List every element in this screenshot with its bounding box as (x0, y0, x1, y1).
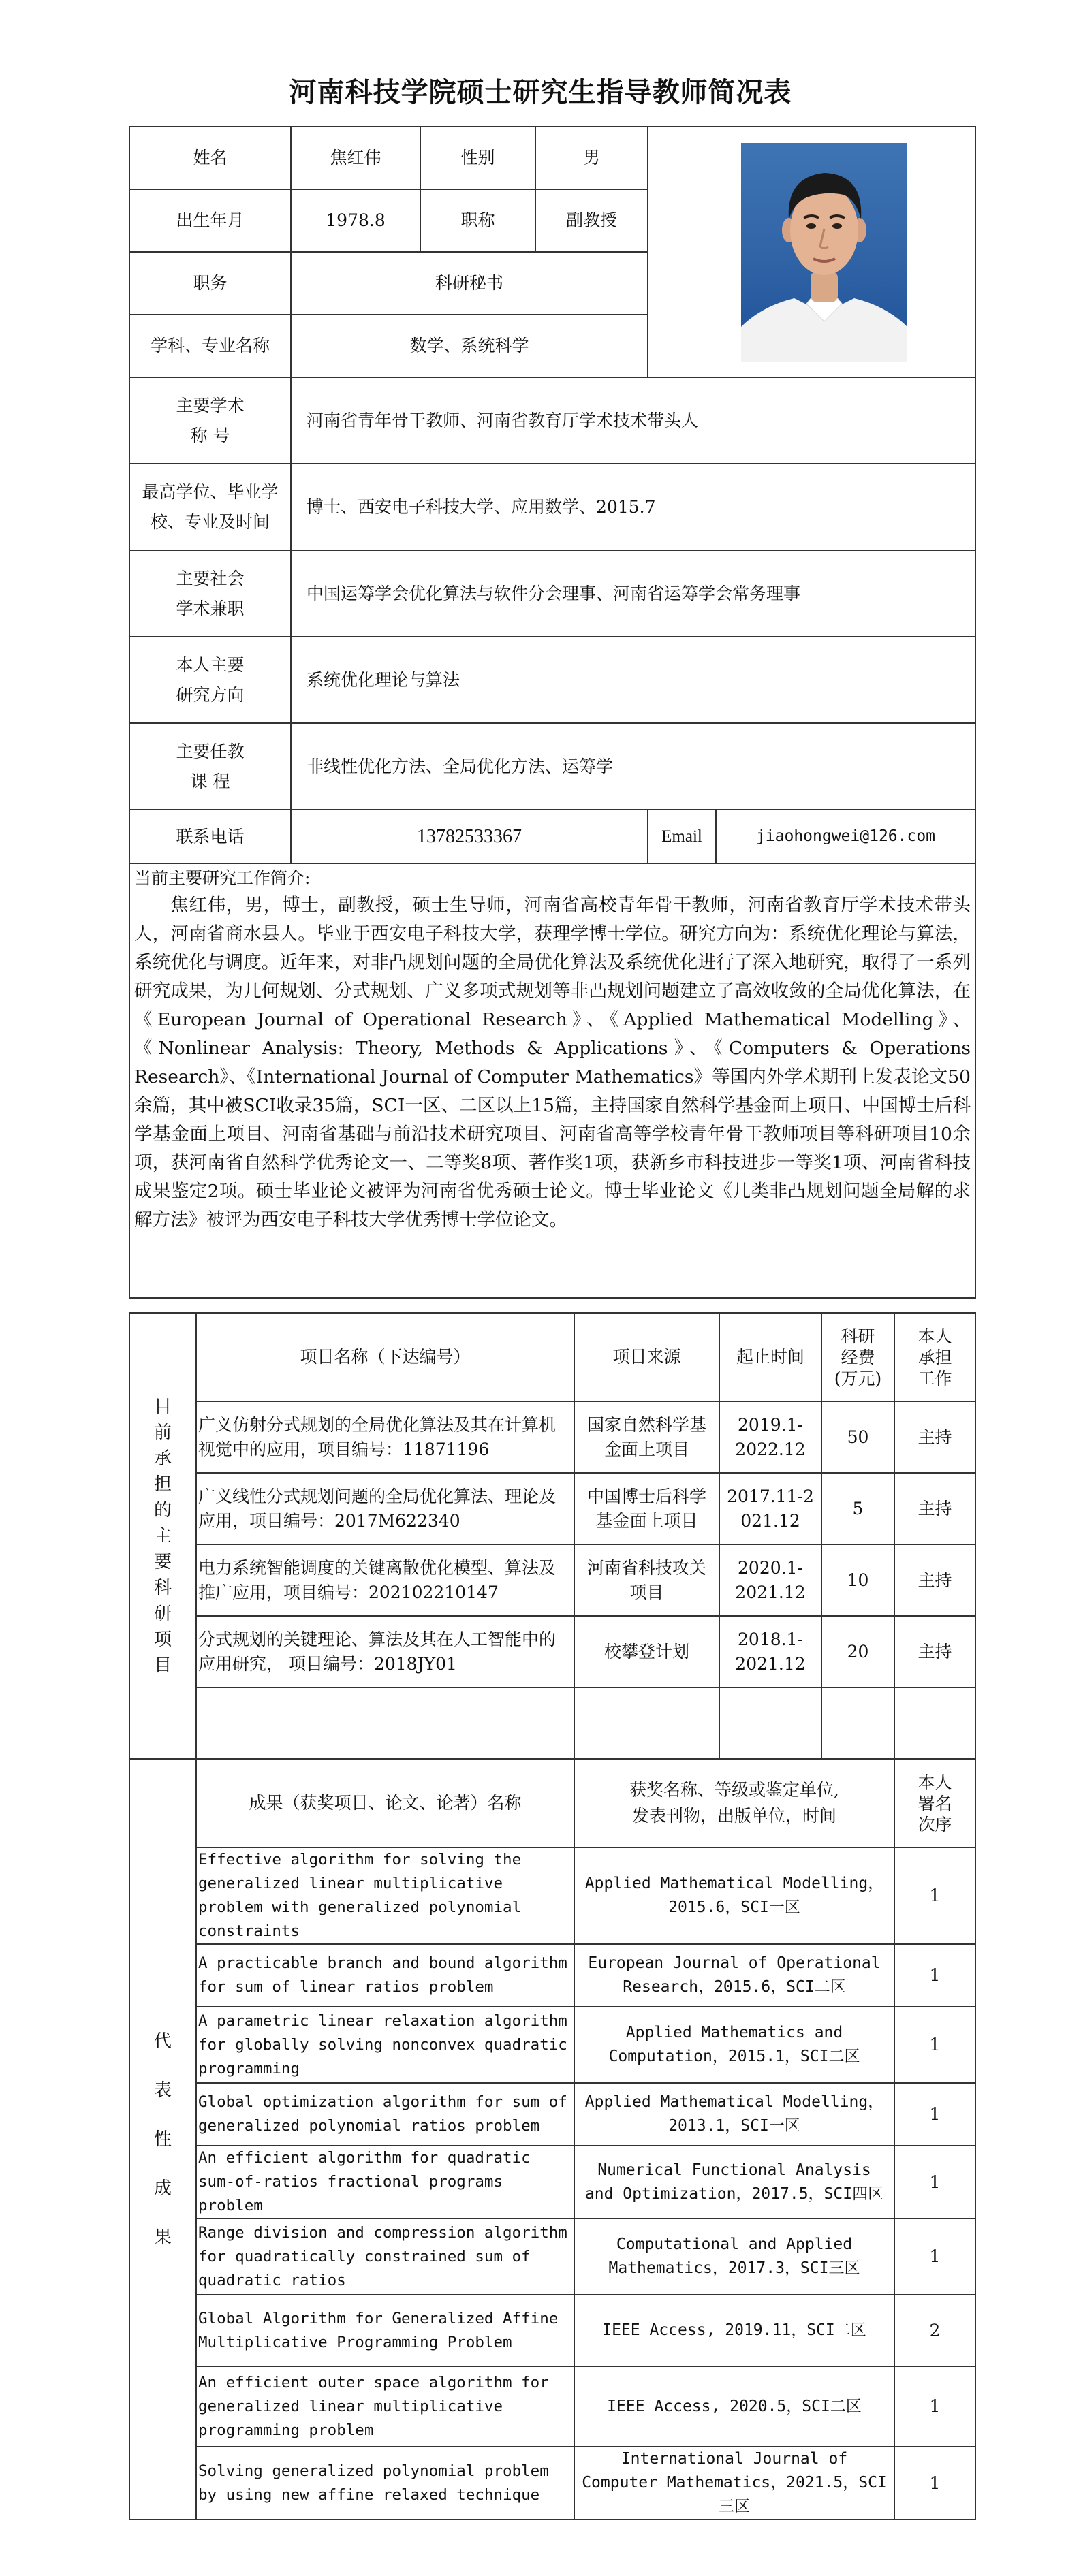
email-label: Email (648, 810, 716, 863)
achievement-row (129, 2083, 975, 2146)
projects-side-char: 项 (153, 1629, 172, 1650)
research-value: 系统优化理论与算法 (291, 637, 975, 723)
honor-label-line-1: 主要学术 (176, 395, 245, 415)
achievement-name: Range division and compression algorithm for quadratically constrained sum of quadratic ratios (196, 2219, 574, 2295)
discipline-label: 学科、专业名称 (129, 315, 291, 377)
intro-heading: 当前主要研究工作简介: (134, 868, 311, 888)
title-label: 职称 (420, 189, 535, 252)
project-source: 国家自然科学基金面上项目 (574, 1401, 719, 1473)
portrait-illustration (741, 143, 907, 362)
research-label-line-2: 研究方向 (176, 684, 245, 705)
projects-side-char: 科 (153, 1577, 172, 1598)
degree-label-line-2: 校、专业及时间 (150, 511, 270, 532)
project-role: 主持 (894, 1544, 975, 1616)
achievement-name: Global Algorithm for Generalized Affine Multiplicative Programming Problem (196, 2295, 574, 2366)
projects-side-char: 主 (153, 1525, 172, 1546)
project-time: 2019.1-2022.12 (719, 1401, 821, 1473)
role-header-line: 本人 (918, 1326, 952, 1346)
honor-value: 河南省青年骨干教师、河南省教育厅学术技术带头人 (291, 377, 975, 464)
post-label: 职务 (129, 252, 291, 315)
achievement-row (129, 1847, 975, 1944)
project-role: 主持 (894, 1401, 975, 1473)
achievement-venue: Applied Mathematics and Computation，2015.1，SCI二区 (574, 2007, 894, 2083)
achievement-row (129, 2219, 975, 2295)
achievement-order: 1 (894, 2146, 975, 2219)
achievement-venue: IEEE Access, 2019.11，SCI二区 (574, 2295, 894, 2366)
achievement-order: 1 (894, 1847, 975, 1944)
achievements-side-char: 表 (153, 2080, 172, 2101)
achievement-venue: Computational and Applied Mathematics，2017.3，SCI三区 (574, 2219, 894, 2295)
title-value: 副教授 (535, 189, 648, 252)
empty-cell (574, 1687, 719, 1759)
name-value: 焦红伟 (291, 127, 420, 189)
course-label-line-2: 课 程 (190, 771, 230, 791)
project-time: 2020.1-2021.12 (719, 1544, 821, 1616)
project-name: 电力系统智能调度的关键离散优化模型、算法及推广应用，项目编号：202102210147 (196, 1544, 574, 1616)
empty-cell (196, 1687, 574, 1759)
achievement-row (129, 1944, 975, 2007)
honor-label (129, 377, 291, 464)
achievements-side-char: 成 (153, 2178, 172, 2199)
projects-achievements-table (129, 1312, 976, 2520)
projects-side-char: 研 (153, 1603, 172, 1624)
achievement-name: Global optimization algorithm for sum of generalized polynomial ratios problem (196, 2083, 574, 2146)
empty-cell (894, 1687, 975, 1759)
project-name: 广义线性分式规划问题的全局优化算法、理论及应用，项目编号：2017M622340 (196, 1473, 574, 1544)
project-role: 主持 (894, 1616, 975, 1687)
achievement-venue: IEEE Access, 2020.5，SCI二区 (574, 2366, 894, 2447)
achievements-side-char: 果 (153, 2227, 172, 2248)
achievement-row (129, 2007, 975, 2083)
achievements-header-venue (574, 1759, 894, 1847)
gender-value: 男 (535, 127, 648, 189)
project-funding: 5 (821, 1473, 894, 1544)
course-label-line-1: 主要任教 (176, 741, 245, 761)
gender-label: 性别 (420, 127, 535, 189)
achievements-side-char: 性 (153, 2129, 172, 2150)
venue-header-line: 发表刊物，出版单位，时间 (631, 1806, 836, 1826)
project-row (129, 1401, 975, 1473)
post-value: 科研秘书 (291, 252, 648, 315)
order-header-line: 次序 (918, 1814, 952, 1834)
achievements-header-order (894, 1759, 975, 1847)
project-empty-row (129, 1687, 975, 1759)
honor-label-line-2: 称 号 (190, 425, 230, 445)
course-value: 非线性优化方法、全局优化方法、运筹学 (291, 723, 975, 810)
achievement-row (129, 2447, 975, 2519)
projects-header-name: 项目名称（下达编号） (196, 1313, 574, 1401)
project-name: 分式规划的关键理论、算法及其在人工智能中的应用研究， 项目编号：2018JY01 (196, 1616, 574, 1687)
degree-label (129, 464, 291, 550)
projects-header-funding (821, 1313, 894, 1401)
degree-label-line-1: 最高学位、毕业学 (142, 481, 279, 502)
achievement-order: 1 (894, 1944, 975, 2007)
birth-value: 1978.8 (291, 189, 420, 252)
intro-body: 焦红伟，男，博士，副教授，硕士生导师，河南省高校青年骨干教师，河南省教育厅学术技术带头人，河南省商水县人。毕业于西安电子科技大学，获理学博士学位。研究方向为：系统优化理论与算法，系统优化与调度。近年来，对非凸规划问题的全局优化算法及系统优化进行了深入地研究，取得了一系列研究成果，为几何规划、分式规划、广义多项式规划等非凸规划问题建立了高效收敛的全局优化算法，在《European Journal of Operational Research》、《Applied Mathematical Modelling》、《Nonlinear Analysis: Theory, Methods & Applications》、《Computers & Operations Research》、《International Journal of Computer Mathematics》等国内外学术期刊上发表论文50余篇，其中被SCI收录35篇，SCI一区、二区以上15篇，主持国家自然科学基金面上项目、中国博士后科学基金面上项目、河南省基础与前沿技术研究项目、河南省高等学校青年骨干教师项目等科研项目10余项，获河南省自然科学优秀论文一、二等奖8项、著作奖1项，获新乡市科技进步一等奖1项、河南省科技成果鉴定2项。硕士毕业论文被评为河南省优秀硕士论文。博士毕业论文《几类非凸规划问题全局解的求解方法》被评为西安电子科技大学优秀博士学位论文。 (134, 895, 971, 1230)
empty-cell (821, 1687, 894, 1759)
achievement-name: An efficient outer space algorithm for generalized linear multiplicative programming problem (196, 2366, 574, 2447)
achievement-venue: International Journal of Computer Mathematics，2021.5，SCI三区 (574, 2447, 894, 2519)
projects-header-role (894, 1313, 975, 1401)
funding-header-line: (万元) (834, 1368, 882, 1388)
venue-header-line: 获奖名称、等级或鉴定单位, (629, 1780, 839, 1800)
project-row (129, 1473, 975, 1544)
projects-side-label (129, 1313, 196, 1759)
role-header-line: 工作 (918, 1368, 952, 1388)
achievement-order: 1 (894, 2083, 975, 2146)
funding-header-line: 科研 (841, 1326, 875, 1346)
name-label: 姓名 (129, 127, 291, 189)
phone-value: 13782533367 (291, 810, 648, 863)
achievement-name: A practicable branch and bound algorithm for sum of linear ratios problem (196, 1944, 574, 2007)
portrait-photo (741, 143, 907, 362)
achievement-order: 1 (894, 2366, 975, 2447)
projects-header-time: 起止时间 (719, 1313, 821, 1401)
achievements-header-name: 成果（获奖项目、论文、论著）名称 (196, 1759, 574, 1847)
project-funding: 10 (821, 1544, 894, 1616)
project-funding: 50 (821, 1401, 894, 1473)
email-value: jiaohongwei@126.com (716, 810, 975, 863)
order-header-line: 本人 (918, 1772, 952, 1792)
research-label (129, 637, 291, 723)
projects-side-char: 目 (153, 1396, 172, 1417)
form-title: 河南科技学院硕士研究生指导教师简况表 (289, 77, 792, 108)
project-funding: 20 (821, 1616, 894, 1687)
achievement-row (129, 2146, 975, 2219)
achievement-row (129, 2295, 975, 2366)
achievements-side-label (129, 1759, 196, 2519)
project-row (129, 1544, 975, 1616)
funding-header-line: 经费 (841, 1347, 875, 1367)
project-source: 河南省科技攻关项目 (574, 1544, 719, 1616)
project-source: 中国博士后科学基金面上项目 (574, 1473, 719, 1544)
project-row (129, 1616, 975, 1687)
phone-label: 联系电话 (129, 810, 291, 863)
society-value: 中国运筹学会优化算法与软件分会理事、河南省运筹学会常务理事 (291, 550, 975, 637)
achievement-row (129, 2366, 975, 2447)
achievement-order: 2 (894, 2295, 975, 2366)
order-header-line: 署名 (918, 1793, 952, 1813)
achievement-venue: European Journal of Operational Research，2015.6，SCI二区 (574, 1944, 894, 2007)
projects-side-char: 担 (153, 1474, 172, 1495)
achievement-name: Solving generalized polynomial problem by using new affine relaxed technique (196, 2447, 574, 2519)
projects-header-source: 项目来源 (574, 1313, 719, 1401)
achievement-venue: Applied Mathematical Modelling，2015.6，SCI一区 (574, 1847, 894, 1944)
achievement-venue: Applied Mathematical Modelling，2013.1，SCI一区 (574, 2083, 894, 2146)
achievement-order: 1 (894, 2007, 975, 2083)
role-header-line: 承担 (918, 1347, 952, 1367)
degree-value: 博士、西安电子科技大学、应用数学、2015.7 (291, 464, 975, 550)
project-name: 广义仿射分式规划的全局优化算法及其在计算机视觉中的应用，项目编号：11871196 (196, 1401, 574, 1473)
achievement-order: 1 (894, 2447, 975, 2519)
empty-cell (719, 1687, 821, 1759)
achievement-name: An efficient algorithm for quadratic sum-of-ratios fractional programs problem (196, 2146, 574, 2219)
achievements-side-char: 代 (153, 2031, 172, 2052)
intro-cell (129, 863, 975, 1298)
research-label-line-1: 本人主要 (176, 654, 245, 675)
project-role: 主持 (894, 1473, 975, 1544)
discipline-value: 数学、系统科学 (291, 315, 648, 377)
projects-side-char: 要 (153, 1551, 172, 1572)
achievement-name: Effective algorithm for solving the generalized linear multiplicative problem with generalized polynomial constraints (196, 1847, 574, 1944)
project-source: 校攀登计划 (574, 1616, 719, 1687)
projects-side-char: 目 (153, 1655, 172, 1676)
project-time: 2017.11-2021.12 (719, 1473, 821, 1544)
projects-side-char: 前 (153, 1422, 172, 1443)
projects-side-char: 承 (153, 1448, 172, 1469)
achievement-venue: Numerical Functional Analysis and Optimization，2017.5，SCI四区 (574, 2146, 894, 2219)
society-label (129, 550, 291, 637)
achievement-name: A parametric linear relaxation algorithm for globally solving nonconvex quadratic programming (196, 2007, 574, 2083)
course-label (129, 723, 291, 810)
society-label-line-2: 学术兼职 (176, 598, 245, 618)
achievement-order: 1 (894, 2219, 975, 2295)
society-label-line-1: 主要社会 (176, 568, 245, 588)
project-time: 2018.1-2021.12 (719, 1616, 821, 1687)
birth-label: 出生年月 (129, 189, 291, 252)
projects-side-char: 的 (153, 1499, 172, 1521)
